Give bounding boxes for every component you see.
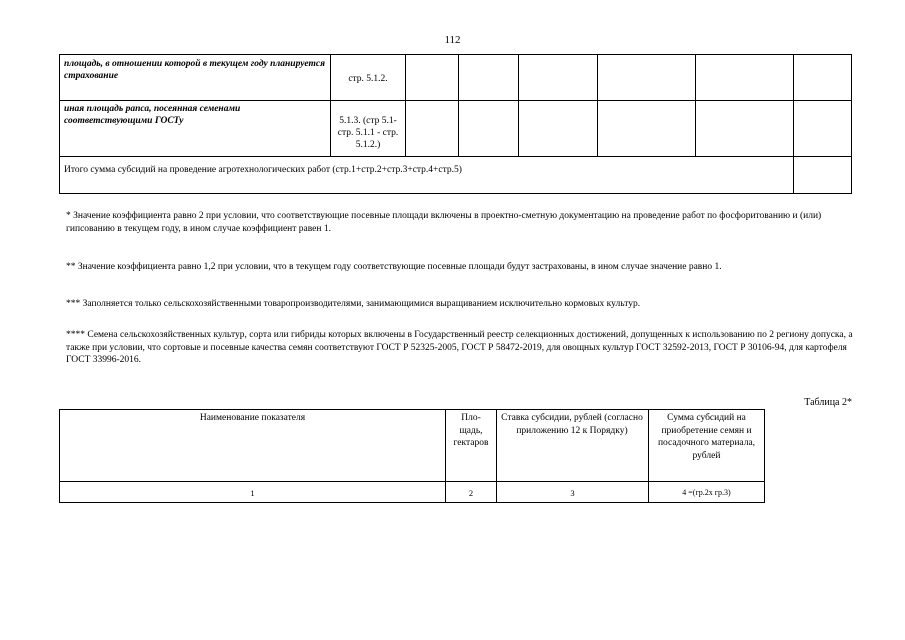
- header-area: Пло-щадь, гектаров: [453, 413, 489, 448]
- column-divider: [597, 54, 598, 156]
- header-subsidy-sum: Сумма субсидий на приобретение семян и посадочного материала, рублей: [657, 413, 756, 461]
- table-border-bottom: [59, 502, 765, 503]
- row-divider: [59, 156, 852, 157]
- column-divider: [330, 54, 331, 156]
- footnote-1: * Значение коэффициента равно 2 при условии, что соответствующие посевные площади включены в проектно-сметную документацию на проведение работ по фосфоритованию и (или) гипсованию в текущем году, в ином случае коэффициент равен 1.: [66, 211, 822, 234]
- column-number: 1: [250, 488, 255, 498]
- table-border-top: [59, 409, 765, 410]
- page-number: 112: [444, 34, 461, 46]
- column-divider: [458, 54, 459, 156]
- table-border-bottom: [59, 193, 852, 194]
- row-code: стр. 5.1.2.: [348, 74, 388, 84]
- table-border-top: [59, 54, 852, 55]
- row-divider: [59, 481, 765, 482]
- column-divider: [405, 54, 406, 156]
- column-number: 2: [468, 488, 474, 498]
- footnote-2: ** Значение коэффициента равно 1,2 при условии, что в текущем году соответствующие посевные площади будут застрахованы, в ином случае значение равно 1.: [66, 262, 722, 272]
- column-divider: [518, 54, 519, 156]
- column-divider: [695, 54, 696, 156]
- footnote-3: *** Заполняется только сельскохозяйственными товаропроизводителями, занимающимися выращиванием исключительно кормовых культур.: [66, 299, 641, 309]
- column-number: 4 =(гр.2х гр.3): [682, 488, 731, 497]
- table-border-left: [59, 54, 60, 194]
- row-label: площадь, в отношении которой в текущем году планируется страхование: [64, 59, 325, 81]
- header-indicator-name: Наименование показателя: [199, 413, 306, 423]
- column-divider: [793, 54, 794, 194]
- seed-subsidy-table: [59, 409, 765, 503]
- row-label: иная площадь рапса, посеянная семенами соответствующими ГОСТу: [64, 104, 241, 126]
- footnote-4: **** Семена сельскохозяйственных культур, сорта или гибриды которых включены в Государственный реестр селекционных достижений, допущенных к использованию по 2 региону допуска, а также при условии, что сортовые и посевные качества семян соответствуют ГОСТ Р 52325-2005, ГОСТ Р 58472-2019, для овощных культур ГОСТ 32592-2013, ГОСТ Р 30106-94, для картофеля ГОСТ 33996-2016.: [66, 330, 853, 365]
- column-number: 3: [570, 488, 575, 498]
- table-border-right: [764, 409, 765, 503]
- row-divider: [59, 100, 852, 101]
- row-code: 5.1.3. (стр 5.1-стр. 5.1.1 - стр. 5.1.2.): [337, 116, 399, 150]
- total-label: Итого сумма субсидий на проведение агротехнологических работ (стр.1+стр.2+стр.3+стр.4+стр.5): [64, 165, 462, 175]
- agrotech-subsidy-table: [59, 54, 852, 194]
- table-caption: Таблица 2*: [804, 397, 852, 408]
- header-rate: Ставка субсидии, рублей (согласно приложению 12 к Порядку): [501, 413, 643, 436]
- table-border-right: [851, 54, 852, 194]
